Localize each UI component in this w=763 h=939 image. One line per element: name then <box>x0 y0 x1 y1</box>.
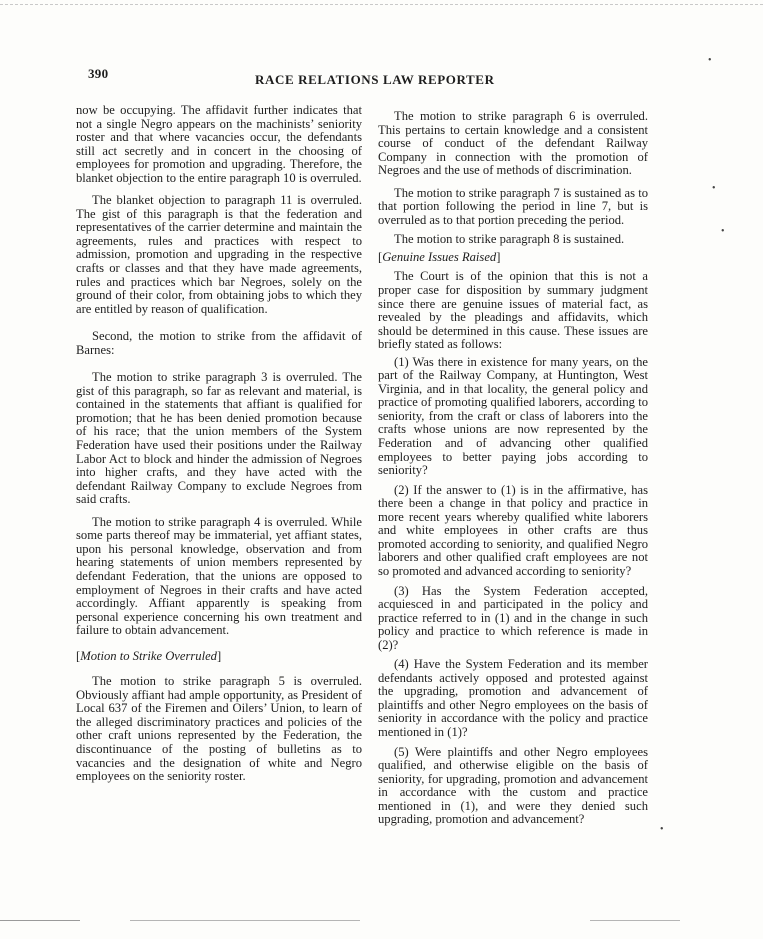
paragraph-5-ruling: The motion to strike paragraph 5 is overruled. Obviously affiant had ample opportunity, as President of Local 637 of the Firemen and Oilers’ Union, to learn of the alleged discriminatory practices and policies of the other craft unions represented by the Federation, the discontinuance of the posting of bulletins as to vacancies and the designation of white and Negro employees on the seniority roster. <box>76 674 362 784</box>
paragraph-7-ruling: The motion to strike paragraph 7 is sustained as to that portion following the period in line 7, but is overruled as to that portion preceding the period. <box>378 185 648 227</box>
scan-speck: • <box>721 226 725 237</box>
section-heading-motion-overruled: [Motion to Strike Overruled] <box>76 648 222 663</box>
paragraph-11-ruling: The blanket objection to paragraph 11 is overruled. The gist of this paragraph is that the federation and representatives of the carrier determine and maintain the agreements, rules and practices with respect to admission, promotion and upgrading in the respective crafts or classes and that they have made agreements, rules and practices which bar Negroes, solely on the ground of their color, from obtaining jobs to which they are entitled by reason of qualification. <box>76 193 362 316</box>
scan-speck: • <box>660 824 664 835</box>
page-number: 390 <box>88 66 109 81</box>
paragraph-6-ruling: The motion to strike paragraph 6 is overruled. This pertains to certain knowledge and a consistent course of conduct of the defendant Railway Company in connection with the promotion of Negroes and the use of methods of discrimination. <box>378 109 648 178</box>
paragraph-8-ruling: The motion to strike paragraph 8 is sustained. <box>394 232 625 247</box>
issue-5: (5) Were plaintiffs and other Negro employees qualified, and otherwise eligible on the basis of seniority, for upgrading, promotion and advancement in accordance with the custom and practice mentioned in (1), and were they denied such upgrading, promotion and advancement? <box>378 744 648 827</box>
top-dashed-border <box>0 4 763 5</box>
paragraph-4-ruling: The motion to strike paragraph 4 is overruled. While some parts thereof may be immaterial, yet affiant states, upon his personal knowledge, observation and from hearing statements of union members represented by defendant Federation, that the unions are opposed to employment of Negroes in their crafts and have acted accordingly. Affiant apparently is speaking from personal experience concerning his own treatment and failure to obtain advancement. <box>76 514 362 638</box>
scan-speck: • <box>708 55 712 66</box>
bottom-scan-line <box>0 920 80 921</box>
section-heading-genuine-issues: [Genuine Issues Raised] <box>378 249 501 264</box>
issue-2: (2) If the answer to (1) is in the affirmative, has there been a change in that policy and practice in more recent years whereby qualified white laborers and white employees in other crafts are thus promoted according to seniority, and qualified Negro laborers and other qualified craft employees are not so promoted and advanced according to seniority? <box>378 482 648 578</box>
running-head: RACE RELATIONS LAW REPORTER <box>255 72 495 87</box>
issue-3: (3) Has the System Federation accepted, acquiesced in and participated in the policy and practice referred to in (1) and in the change in such policy and practice to which reference is made in (2)? <box>378 583 648 652</box>
right-column <box>378 110 648 827</box>
court-opinion-paragraph: The Court is of the opinion that this is not a proper case for disposition by summary judgment since there are genuine issues of material fact, as revealed by the pleadings and affidavits, which should be determined in this cause. These issues are briefly stated as follows: <box>378 269 648 352</box>
barnes-affidavit-intro: Second, the motion to strike from the affidavit of Barnes: <box>76 329 362 357</box>
scan-speck: • <box>712 183 716 194</box>
issue-1: (1) Was there in existence for many years, on the part of the Railway Company, at Huntington, West Virginia, and in that locality, the general policy and practice of promoting qualified laborers, according to seniority, from the craft or class of laborers into the crafts whose unions are now represented by the Federation and of advancing other qualified employees to better paying jobs according to seniority? <box>378 354 648 478</box>
bottom-scan-line <box>130 920 360 921</box>
bottom-scan-line <box>590 920 680 921</box>
heading-text: Motion to Strike Overruled <box>80 648 217 663</box>
paragraph-3-ruling: The motion to strike paragraph 3 is overruled. The gist of this paragraph, so far as relevant and material, is contained in the statements that affiant is qualified for promotion; that he has been denied promotion because of his race; that the union members of the System Federation have used their positions under the Railway Labor Act to block and hinder the admission of Negroes into higher crafts, and they have acted with the defendant Railway Company to exclude Negroes from said crafts. <box>76 370 362 507</box>
heading-text: Genuine Issues Raised <box>382 249 497 264</box>
left-column <box>76 104 362 784</box>
paragraph-continuation: now be occupying. The affidavit further indicates that not a single Negro appears on the machinists’ seniority roster and that where vacancies occur, the defendants still act secretly and in concert in the choosing of employees for promotion and upgrading. Therefore, the blanket objection to the entire paragraph 10 is overruled. <box>76 103 362 185</box>
issue-4: (4) Have the System Federation and its member defendants actively opposed and protested against the upgrading, promotion and advancement of plaintiffs and other Negro employees on the basis of seniority in accordance with the policy and practice mentioned in (1)? <box>378 657 648 739</box>
